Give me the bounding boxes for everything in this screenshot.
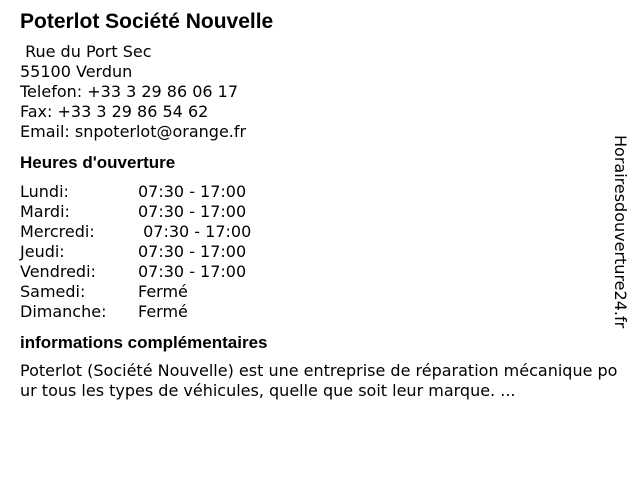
hours-day: Mardi: [20,202,70,221]
hours-row-wednesday [20,222,618,242]
hours-day: Vendredi: [20,262,96,281]
hours-time: 07:30 - 17:00 [138,182,247,201]
site-brand-watermark: Horairesdouverture24.fr [611,135,630,329]
city-postcode: 55100 Verdun [20,62,133,81]
hours-row-sunday [20,302,618,322]
phone-number: Telefon: +33 3 29 86 06 17 [20,82,239,101]
hours-time: Fermé [138,302,188,321]
fax-number: Fax: +33 3 29 86 54 62 [20,102,209,121]
hours-row-thursday [20,242,618,262]
additional-info-text: Poterlot (Société Nouvelle) est une entreprise de réparation mécanique pour tous les types de véhicules, quelle que soit leur marque. ... [20,361,618,400]
hours-day: Lundi: [20,182,69,201]
hours-time: 07:30 - 17:00 [138,242,247,261]
hours-row-friday [20,262,618,282]
contact-block [20,42,618,142]
hours-day: Mercredi: [20,222,95,241]
street-address: Rue du Port Sec [20,42,152,61]
hours-day: Jeudi: [20,242,65,261]
hours-time: 07:30 - 17:00 [138,262,247,281]
hours-time: 07:30 - 17:00 [138,222,252,241]
hours-row-monday [20,182,618,202]
company-name: Poterlot Société Nouvelle [20,10,274,33]
hours-time: Fermé [138,282,188,301]
hours-day: Dimanche: [20,302,107,321]
additional-info-heading: informations complémentaires [20,333,268,352]
hours-row-saturday [20,282,618,302]
hours-row-tuesday [20,202,618,222]
email-address: Email: snpoterlot@orange.fr [20,122,247,141]
business-card [20,10,618,401]
opening-hours-table [20,182,618,322]
hours-day: Samedi: [20,282,86,301]
hours-time: 07:30 - 17:00 [138,202,247,221]
opening-hours-heading: Heures d'ouverture [20,153,176,172]
